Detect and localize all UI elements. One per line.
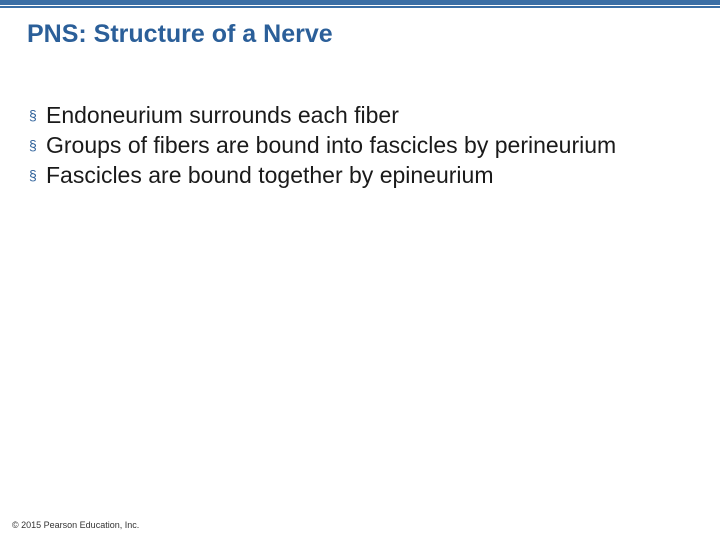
bullet-item [26,100,686,130]
bullet-text: Endoneurium surrounds each fiber [46,102,399,128]
bullet-list [26,100,686,190]
header-rule-thin [0,6,720,8]
header-rule [0,0,720,8]
bullet-text: Groups of fibers are bound into fascicles by perineurium [46,132,617,158]
header-rule-thick [0,0,720,5]
copyright-notice: © 2015 Pearson Education, Inc. [12,520,140,530]
bullet-item [26,130,686,160]
bullet-marker-icon: § [29,107,37,123]
bullet-text: Fascicles are bound together by epineurium [46,162,494,188]
slide-title: PNS: Structure of a Nerve [27,20,333,48]
bullet-marker-icon: § [29,167,37,183]
bullet-item [26,160,686,190]
bullet-marker-icon: § [29,137,37,153]
